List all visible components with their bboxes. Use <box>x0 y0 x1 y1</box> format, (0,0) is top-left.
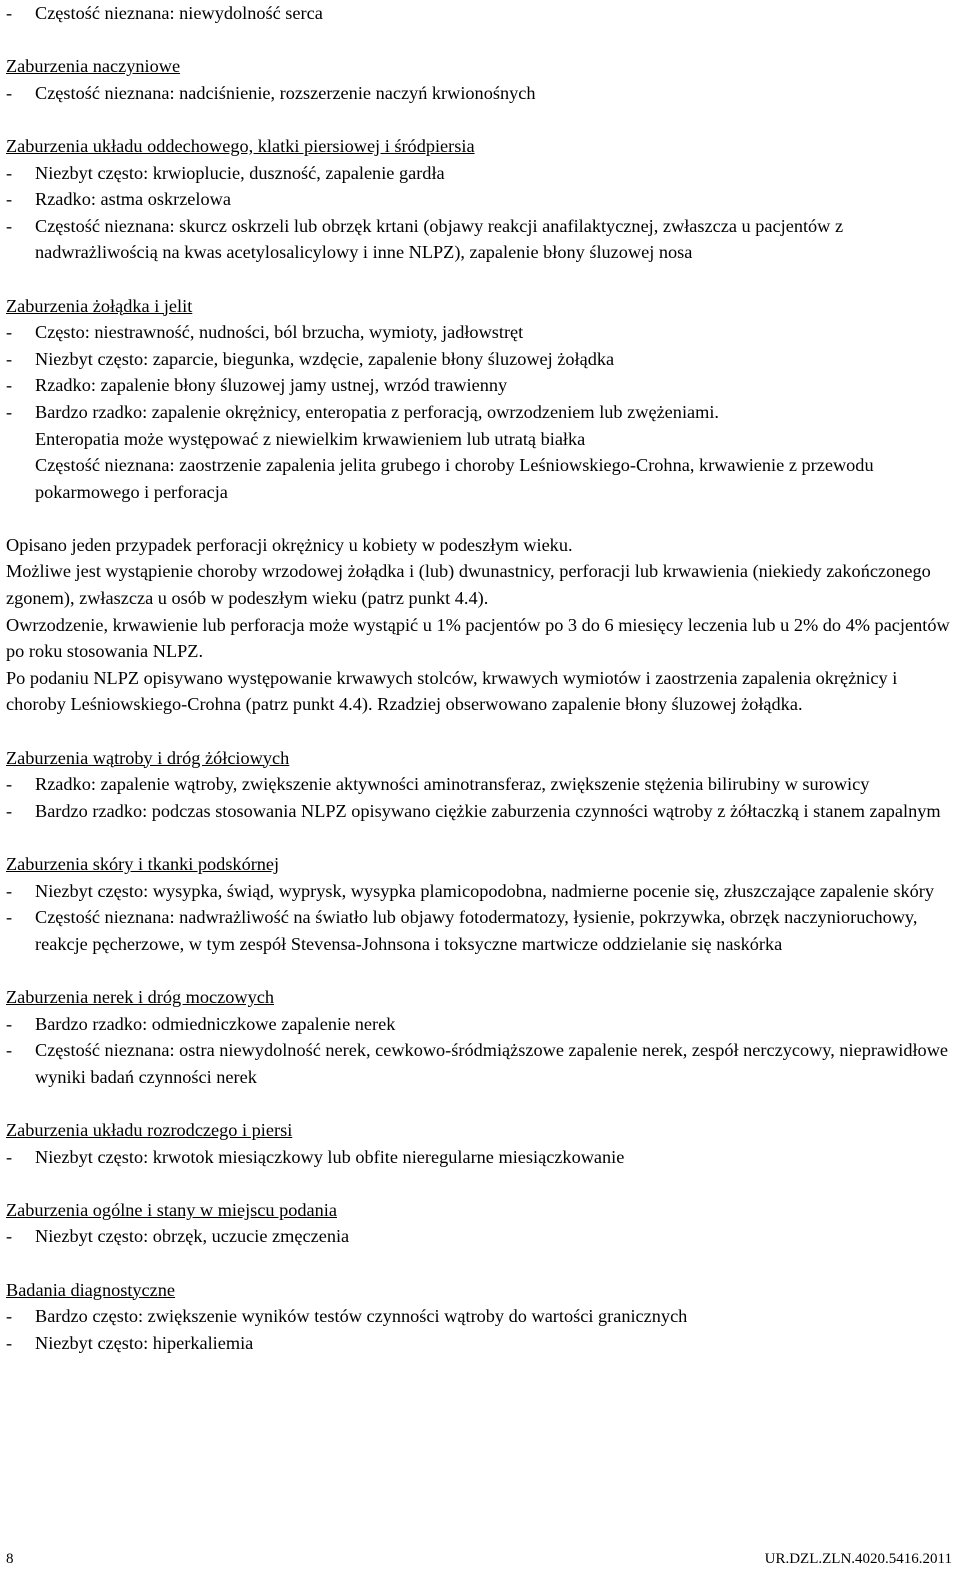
list-item: - Rzadko: zapalenie wątroby, zwiększenie aktywności aminotransferaz, zwiększenie stężenia bilirubiny w surowicy <box>6 774 870 795</box>
page-number: 8 <box>6 1551 14 1567</box>
list-item: - Niezbyt często: hiperkaliemia <box>6 1332 254 1353</box>
list-item: - Częstość nieznana: nadciśnienie, rozszerzenie naczyń krwionośnych <box>6 82 536 103</box>
list-item: - Niezbyt często: zaparcie, biegunka, wzdęcie, zapalenie błony śluzowej żołądka <box>6 348 615 369</box>
list-item: - Często: niestrawność, nudności, ból brzucha, wymioty, jadłowstręt <box>6 322 524 343</box>
list-item: - Częstość nieznana: nadwrażliwość na światło lub objawy fotodermatozy, łysienie, pokrzywka, obrzęk naczynioruchowy, reakcje pęcherzowe, w tym zespół Stevensa-Johnsona i toksyczne martwicze oddzielanie się naskórka <box>6 907 918 954</box>
document-code: UR.DZL.ZLN.4020.5416.2011 <box>764 1551 952 1567</box>
list-item: - Bardzo rzadko: podczas stosowania NLPZ opisywano ciężkie zaburzenia czynności wątroby z żółtaczką i stanem zapalnym <box>6 800 941 821</box>
section-heading: Zaburzenia układu oddechowego, klatki piersiowej i śródpiersia <box>6 135 475 156</box>
section-heading: Zaburzenia wątroby i dróg żółciowych <box>6 747 290 768</box>
paragraph: Owrzodzenie, krwawienie lub perforacja może wystąpić u 1% pacjentów po 3 do 6 miesięcy leczenia lub u 2% do 4% pacjentów po roku stosowania NLPZ. <box>6 614 950 662</box>
section-heading: Zaburzenia ogólne i stany w miejscu podania <box>6 1199 337 1220</box>
list-continuation: Enteropatia może występować z niewielkim krwawieniem lub utratą białka <box>35 428 586 449</box>
list-item: - Bardzo rzadko: zapalenie okrężnicy, enteropatia z perforacją, owrzodzeniem lub zwężeniami. <box>6 401 720 422</box>
paragraph: Możliwe jest wystąpienie choroby wrzodowej żołądka i (lub) dwunastnicy, perforacji lub krwawienia (niekiedy zakończonego zgonem), zwłaszcza u osób w podeszłym wieku (patrz punkt 4.4). <box>6 561 931 609</box>
list-item: - Rzadko: zapalenie błony śluzowej jamy ustnej, wrzód trawienny <box>6 375 508 396</box>
section-heading: Zaburzenia skóry i tkanki podskórnej <box>6 854 280 874</box>
section-hepatobiliary <box>6 745 950 825</box>
list-continuation: Częstość nieznana: zaostrzenie zapalenia jelita grubego i choroby Leśniowskiego-Crohna, krwawienie z przewodu pokarmowego i perforacja <box>35 455 874 502</box>
section-heading: Zaburzenia naczyniowe <box>6 56 181 77</box>
document-page <box>6 0 950 1356</box>
section-heading: Zaburzenia układu rozrodczego i piersi <box>6 1119 293 1140</box>
list-item: - Niezbyt często: obrzęk, uczucie zmęczenia <box>6 1226 350 1247</box>
list-item: - Niezbyt często: wysypka, świąd, wyprysk, wysypka plamicopodobna, nadmierne pocenie się, złuszczające zapalenie skóry <box>6 880 935 901</box>
list-item: - Częstość nieznana: skurcz oskrzeli lub obrzęk krtani (objawy reakcji anafilaktycznej, zwłaszcza u pacjentów z nadwrażliwością na kwas acetylosalicylowy i inne NLPZ), zapalenie błony śluzowej nosa <box>6 215 844 263</box>
list-item: - Niezbyt często: krwotok miesiączkowy lub obfite nieregularne miesiączkowanie <box>6 1146 625 1167</box>
section-heading: Zaburzenia nerek i dróg moczowych <box>6 986 275 1007</box>
section-heading: Zaburzenia żołądka i jelit <box>6 295 193 316</box>
section-general <box>6 1197 950 1250</box>
list-item: - Częstość nieznana: niewydolność serca <box>6 3 323 23</box>
section-reproductive <box>6 1117 950 1170</box>
list-item: - Bardzo rzadko: odmiedniczkowe zapalenie nerek <box>6 1013 396 1034</box>
section-investigations <box>6 1277 950 1357</box>
section-renal <box>6 984 950 1090</box>
section-vascular <box>6 53 950 106</box>
list-item: - Niezbyt często: krwioplucie, duszność, zapalenie gardła <box>6 162 445 183</box>
section-heading: Badania diagnostyczne <box>6 1279 176 1300</box>
paragraph-block <box>6 532 950 718</box>
paragraph: Opisano jeden przypadek perforacji okrężnicy u kobiety w podeszłym wieku. <box>6 534 573 555</box>
section-gastrointestinal <box>6 293 950 506</box>
page-footer <box>6 1546 952 1573</box>
section-respiratory <box>6 133 950 266</box>
paragraph: Po podaniu NLPZ opisywano występowanie krwawych stolców, krwawych wymiotów i zaostrzenia zapalenia okrężnicy i choroby Leśniowskiego-Crohna (patrz punkt 4.4). Rzadziej obserwowano zapalenie błony śluzowej żołądka. <box>6 667 898 715</box>
list-item: - Bardzo często: zwiększenie wyników testów czynności wątroby do wartości granicznych <box>6 1306 688 1327</box>
list-item: - Częstość nieznana: ostra niewydolność nerek, cewkowo-śródmiąższowe zapalenie nerek, zespół nerczycowy, nieprawidłowe wyniki badań czynności nerek <box>6 1040 949 1087</box>
list-item: - Rzadko: astma oskrzelowa <box>6 189 231 210</box>
section-skin <box>6 851 950 957</box>
